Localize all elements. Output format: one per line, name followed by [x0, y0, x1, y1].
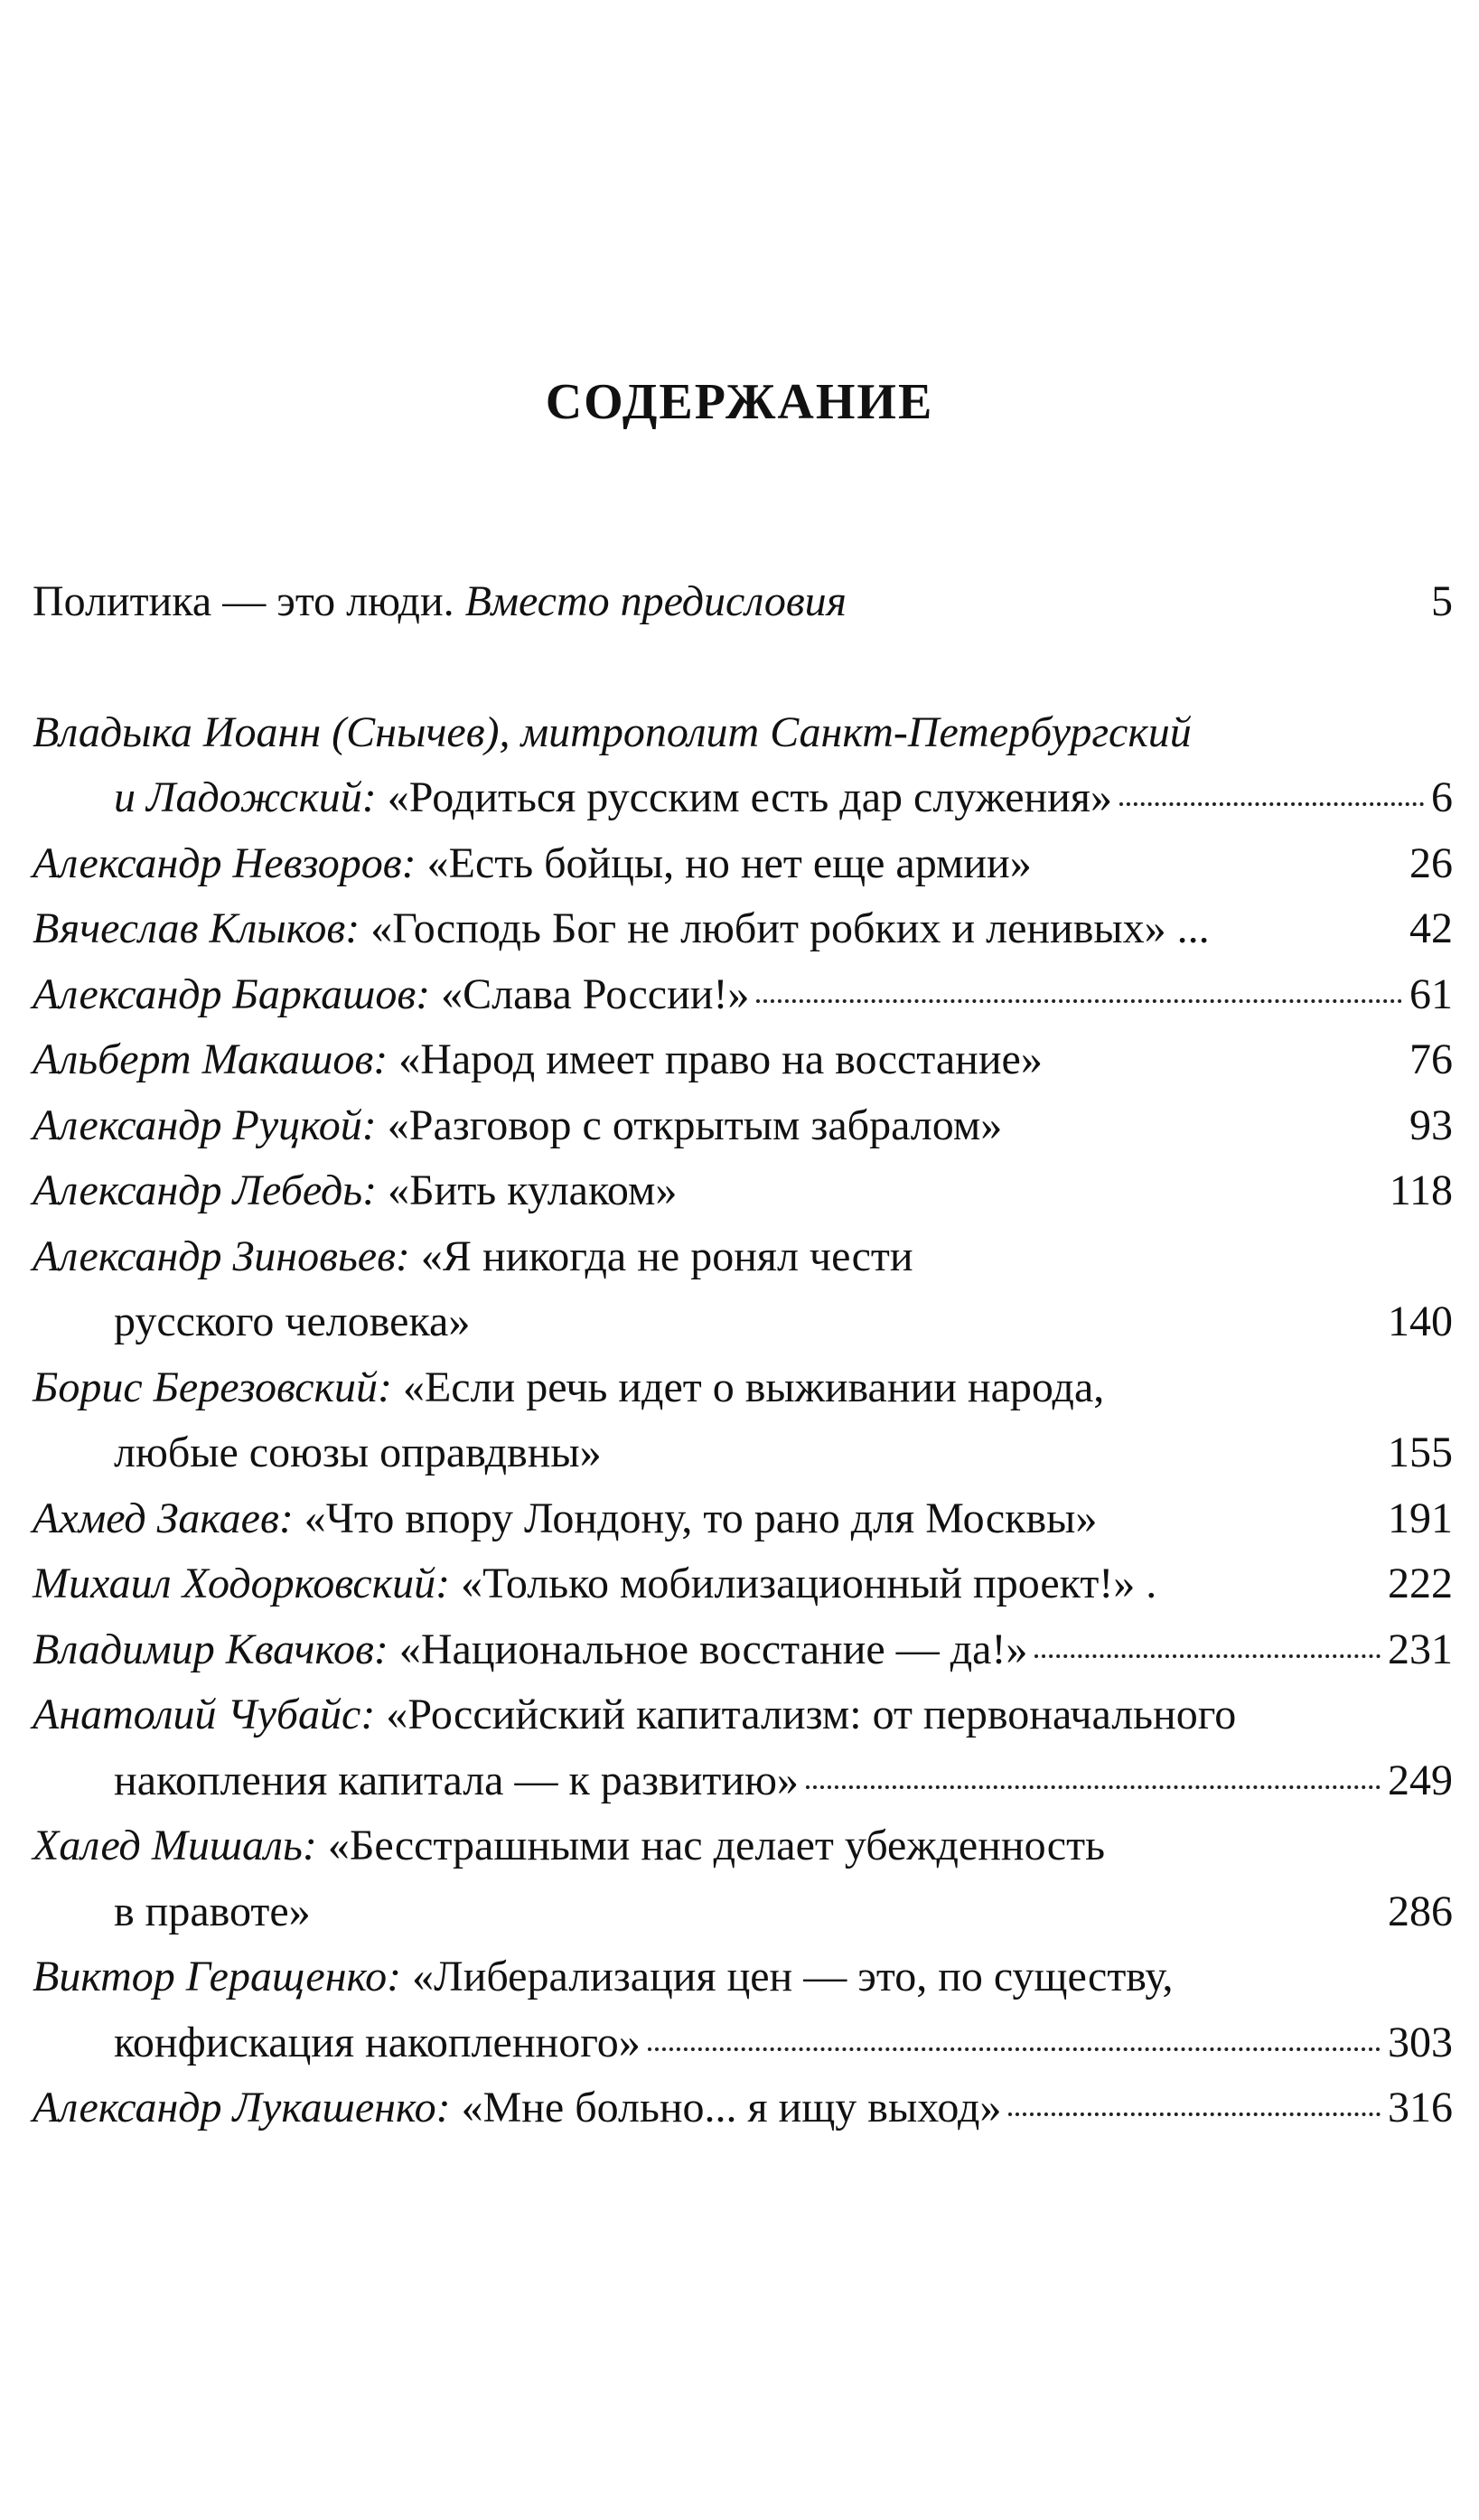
toc-entry — [33, 1944, 1453, 2075]
toc-entry-text — [33, 831, 1032, 897]
toc-interview-title: «Разговор с открытым забралом» — [376, 1101, 1003, 1149]
toc-entry-text — [33, 1224, 913, 1290]
toc-interview-title: «Есть бойцы, но нет еще армии» — [416, 838, 1032, 887]
toc-line — [33, 1682, 1453, 1748]
toc-author: Владимир Квачков: — [33, 1625, 388, 1673]
toc-interview-title-continuation: в правоте» — [114, 1887, 311, 1935]
toc-line — [33, 896, 1453, 962]
toc-line-continuation — [33, 2010, 1453, 2076]
toc-page-number: 93 — [1409, 1101, 1453, 1149]
toc-interview-title: «Бесстрашными нас делает убежденность — [316, 1822, 1105, 1869]
page-title: СОДЕРЖАНИЕ — [545, 374, 934, 430]
toc-entry-preface — [33, 569, 1453, 635]
toc-page-number: 155 — [1388, 1429, 1453, 1476]
toc-interview-title: «Только мобилизационный проект!» . — [450, 1560, 1157, 1607]
toc-interview-title: «Если речь идет о выживании народа, — [391, 1363, 1105, 1411]
toc-line-continuation — [33, 765, 1453, 831]
toc-page-number: 61 — [1409, 970, 1453, 1018]
toc-author: Виктор Геращенко: — [33, 1953, 402, 2000]
toc-interview-title: «Либерализация цен — это, по существу, — [401, 1953, 1174, 2000]
toc-author: Анатолий Чубайс: — [33, 1691, 376, 1738]
preface-italic: Вместо предисловия — [464, 577, 847, 625]
toc-line-continuation — [33, 1748, 1453, 1814]
toc-author: Ахмед Закаев: — [33, 1494, 294, 1542]
toc-interview-title: «Российский капитализм: от первоначального — [375, 1691, 1237, 1738]
toc-interview-title: «Мне больно... я ищу выход» — [450, 2084, 1002, 2131]
toc-entry-text — [114, 1879, 311, 1945]
toc-interview-title: «Родиться русским есть дар служения» — [376, 773, 1112, 821]
toc-author: Михаил Ходорковский: — [33, 1560, 451, 1607]
toc-entry — [33, 831, 1453, 897]
toc-entry — [33, 1813, 1453, 1944]
toc-page-number: 42 — [1409, 904, 1453, 952]
toc-entry — [33, 962, 1453, 1028]
toc-interview-title: «Слава России!» — [430, 970, 750, 1018]
toc-entry-text — [33, 1551, 1156, 1617]
toc-line — [33, 700, 1453, 766]
toc-entry — [33, 1027, 1453, 1093]
toc-author: Вячеслав Клыков: — [33, 904, 360, 952]
toc-line — [33, 1944, 1453, 2010]
toc-page-number: 231 — [1388, 1625, 1453, 1673]
toc-entry — [33, 2075, 1453, 2141]
toc-interview-title: «Бить кулаком» — [377, 1166, 678, 1214]
toc-entry-text — [114, 1748, 799, 1814]
toc-author: Александр Баркашов: — [33, 970, 431, 1018]
toc-entry — [33, 1158, 1453, 1224]
toc-line — [33, 1617, 1453, 1683]
toc-entry-text — [33, 1093, 1002, 1159]
toc-entry-text — [114, 1420, 602, 1486]
toc-entry — [33, 1486, 1453, 1552]
toc-interview-title: «Национальное восстание — да!» — [388, 1625, 1028, 1673]
toc-line — [33, 1486, 1453, 1552]
toc-line — [33, 1027, 1453, 1093]
toc-entry — [33, 1224, 1453, 1355]
toc-entry-text — [33, 1617, 1027, 1683]
toc-line — [33, 1224, 1453, 1290]
toc-page-number: 191 — [1388, 1494, 1453, 1542]
toc-leader — [806, 1785, 1381, 1789]
toc-leader — [648, 2047, 1381, 2051]
toc-interview-title: «Народ имеет право на восстание» — [388, 1035, 1043, 1083]
toc-author: Альберт Макашов: — [33, 1035, 388, 1083]
toc-author: Халед Мишаль: — [33, 1822, 317, 1869]
toc-interview-title: «Я никогда не ронял чести — [409, 1232, 913, 1280]
toc-author: Александр Невзоров: — [33, 838, 417, 887]
toc-author: Александр Руцкой: — [33, 1101, 377, 1149]
toc-page-number: 26 — [1409, 838, 1453, 887]
toc-entry-text — [33, 962, 749, 1028]
toc-line — [33, 2075, 1453, 2141]
toc-entry-text — [33, 1027, 1043, 1093]
toc-entry — [33, 896, 1453, 962]
toc-line-continuation — [33, 1420, 1453, 1486]
toc-line — [33, 1158, 1453, 1224]
toc-page-number: 118 — [1389, 1166, 1453, 1214]
toc-interview-title-continuation: конфискация накопленного» — [114, 2018, 641, 2066]
toc-author: Александр Лукашенко: — [33, 2084, 451, 2131]
toc-entry — [33, 700, 1453, 831]
toc-entry-text — [33, 1355, 1104, 1421]
toc-interview-title-continuation: любые союзы оправдвны» — [114, 1429, 602, 1476]
toc-entry-text — [33, 896, 1210, 962]
toc-author: Александр Лебедь: — [33, 1166, 378, 1214]
toc-leader — [756, 999, 1402, 1003]
toc-entry-text — [33, 700, 1192, 766]
toc-interview-title-continuation: русского человека» — [114, 1297, 471, 1345]
toc-line — [33, 1813, 1453, 1879]
toc-entry-text — [33, 1944, 1174, 2010]
toc-page-number: 222 — [1388, 1560, 1453, 1607]
toc-author-continuation: и Ладожский: — [114, 773, 377, 821]
toc-line — [33, 1093, 1453, 1159]
toc-line — [33, 962, 1453, 1028]
preface-text: Политика — это люди. — [33, 577, 465, 625]
toc-entry — [33, 1551, 1453, 1617]
toc-leader — [1119, 802, 1424, 806]
toc-entry-text — [114, 1289, 470, 1355]
toc-entry-text — [33, 2075, 1001, 2141]
toc-page-number: 140 — [1388, 1297, 1453, 1345]
toc-entry-text — [33, 1682, 1236, 1748]
toc-line-continuation — [33, 1289, 1453, 1355]
toc-interview-title: «Господь Бог не любит робких и ленивых» ... — [360, 904, 1210, 952]
toc-page-number: 286 — [1388, 1887, 1453, 1935]
toc-entry — [33, 1617, 1453, 1683]
toc-entry-text — [33, 1486, 1097, 1552]
toc-entry-text — [33, 1158, 677, 1224]
toc-entries — [33, 700, 1453, 2141]
toc-entry — [33, 1682, 1453, 1813]
toc-entry-text — [33, 569, 847, 635]
toc-line — [33, 569, 1453, 635]
toc-line — [33, 1355, 1453, 1421]
toc-author: Владыка Иоанн (Снычев), митрополит Санкт-Петербургский — [33, 707, 1192, 756]
toc-leader — [1008, 2112, 1381, 2116]
toc-page-number: 303 — [1388, 2018, 1453, 2066]
toc-page-number: 249 — [1388, 1756, 1453, 1804]
toc-entry — [33, 1093, 1453, 1159]
toc-author: Борис Березовский: — [33, 1363, 392, 1411]
toc-interview-title-continuation: накопления капитала — к развитию» — [114, 1756, 799, 1804]
toc-line — [33, 1551, 1453, 1617]
toc-entry-text — [114, 765, 1112, 831]
toc-interview-title: «Что впору Лондону, то рано для Москвы» — [293, 1494, 1098, 1542]
toc-entry-text — [33, 1813, 1105, 1879]
toc-page-number: 76 — [1409, 1035, 1453, 1083]
toc-line-continuation — [33, 1879, 1453, 1945]
toc-author: Александр Зиновьев: — [33, 1232, 410, 1280]
table-of-contents — [33, 569, 1453, 2141]
toc-page-number: 316 — [1388, 2084, 1453, 2131]
toc-line — [33, 831, 1453, 897]
toc-page-number: 5 — [1431, 577, 1453, 625]
toc-entry — [33, 1355, 1453, 1486]
toc-entry-text — [114, 2010, 641, 2076]
toc-page-number: 6 — [1431, 773, 1453, 821]
toc-leader — [1034, 1654, 1381, 1658]
